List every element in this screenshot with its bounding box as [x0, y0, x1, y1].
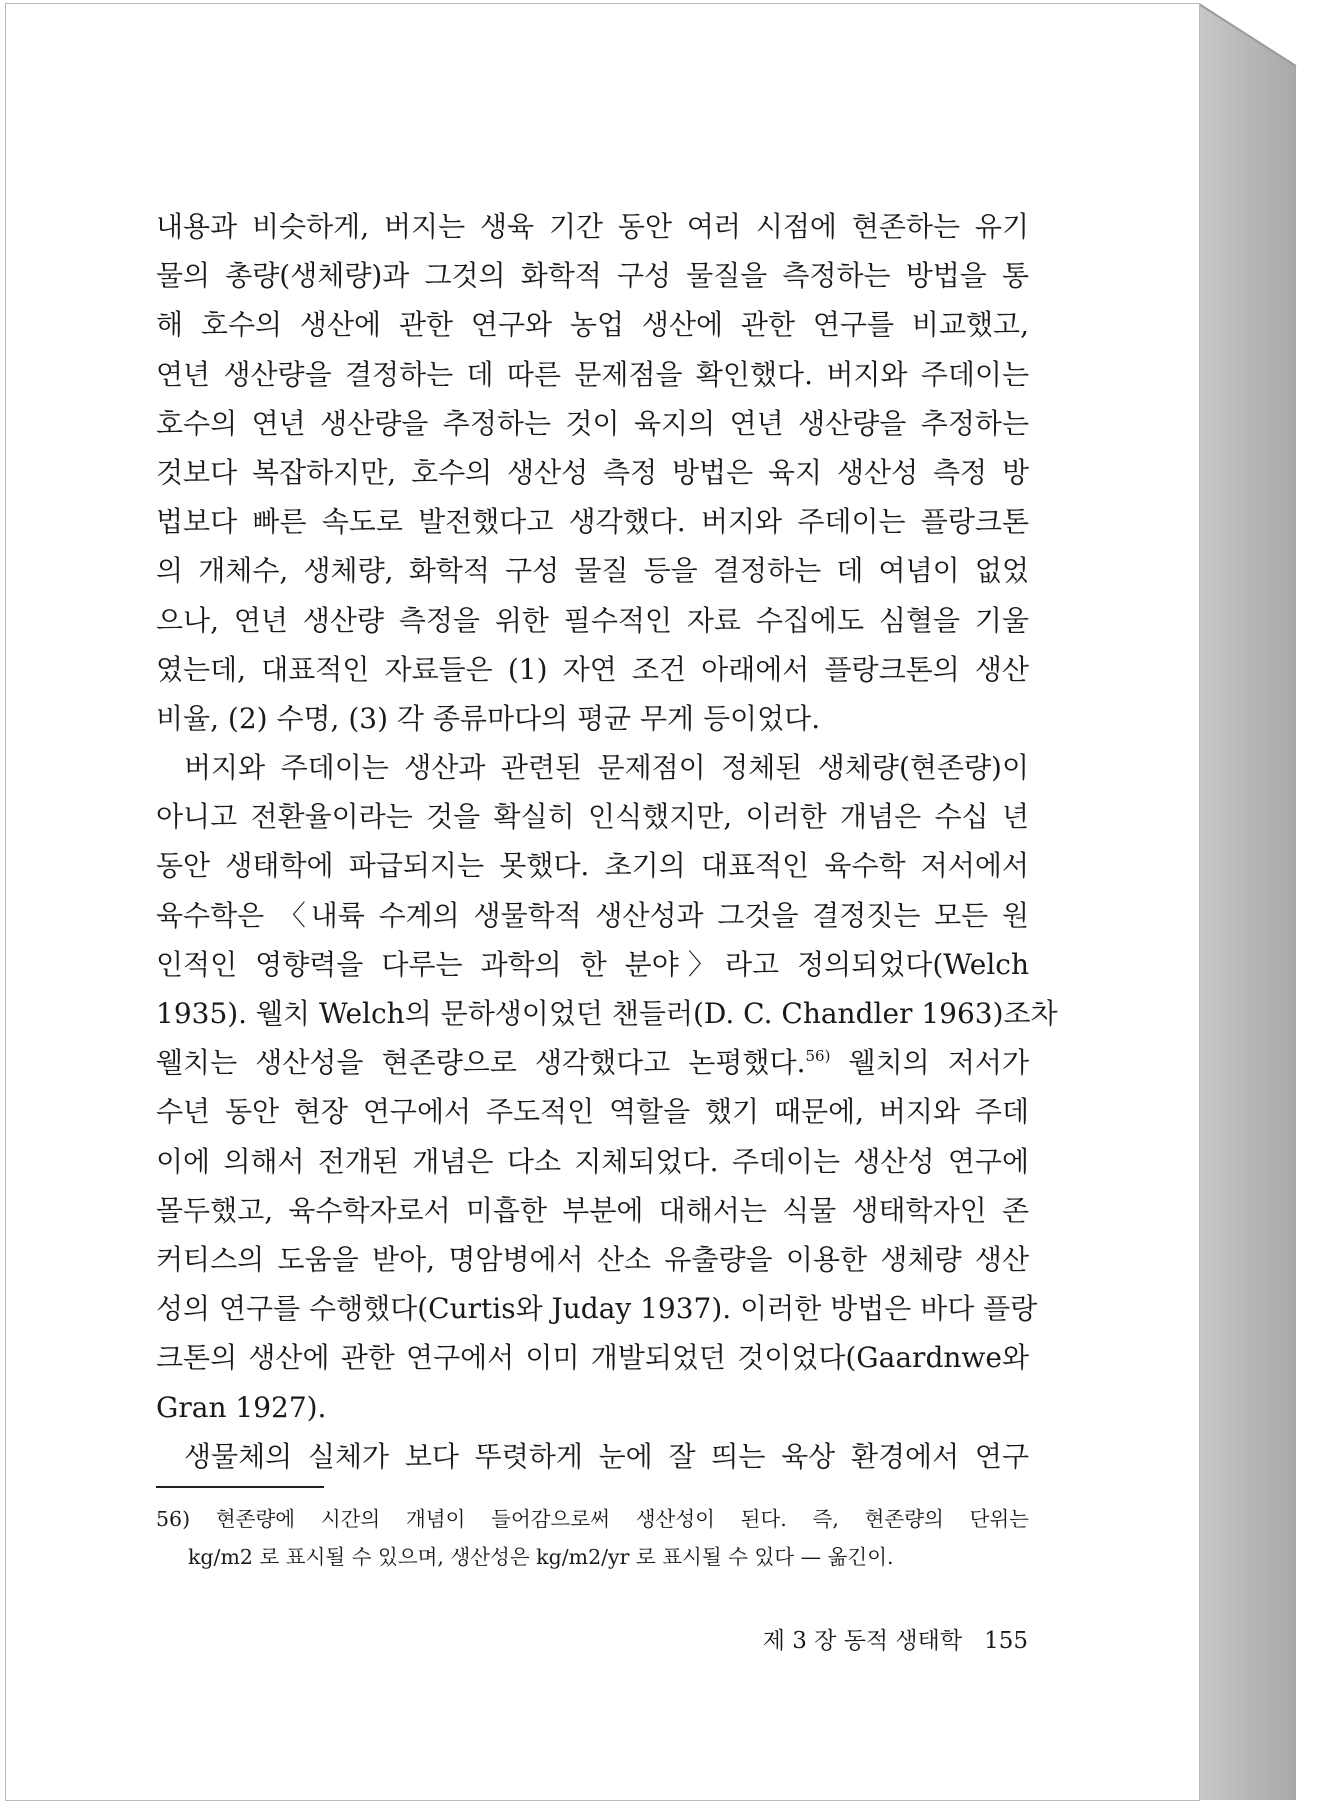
footnote-marker: 56) [156, 1507, 191, 1531]
page-number: 155 [984, 1628, 1028, 1654]
footnote-line [156, 1500, 1029, 1538]
body-line: 커티스의 도움을 받아, 명암병에서 산소 유출량을 이용한 생체량 생산 [156, 1242, 1029, 1276]
body-line: 해 호수의 생산에 관한 연구와 농업 생산에 관한 연구를 비교했고, [156, 308, 1029, 342]
body-line: 것보다 복잡하지만, 호수의 생산성 측정 방법은 육지 생산성 측정 방 [156, 455, 1029, 489]
body-line: 법보다 빠른 속도로 발전했다고 생각했다. 버지와 주데이는 플랑크톤 [156, 505, 1029, 539]
body-line: 연년 생산량을 결정하는 데 따른 문제점을 확인했다. 버지와 주데이는 [156, 357, 1029, 391]
body-line: 내용과 비슷하게, 버지는 생육 기간 동안 여러 시점에 현존하는 유기 [156, 210, 1029, 243]
body-line: 크톤의 생산에 관한 연구에서 이미 개발되었던 것이었다(Gaardnwe와 [156, 1341, 1029, 1375]
body-line: 였는데, 대표적인 자료들은 (1) 자연 조건 아래에서 플랑크톤의 생산 [156, 652, 1029, 686]
body-line-with-footnote-ref [156, 1038, 1029, 1087]
paragraph-start-line: 생물체의 실체가 보다 뚜렷하게 눈에 잘 띄는 육상 환경에서 연구 [184, 1439, 1029, 1473]
body-line-text: 웰치의 저서가 [830, 1046, 1030, 1080]
footnote [156, 1500, 1029, 1576]
body-line: 아니고 전환율이라는 것을 확실히 인식했지만, 이러한 개념은 수십 년 [156, 800, 1029, 834]
body-line: 물의 총량(생체량)과 그것의 화학적 구성 물질을 측정하는 방법을 통 [156, 259, 1029, 293]
footnote-line: kg/m2 로 표시될 수 있으며, 생산성은 kg/m2/yr 로 표시될 수 있다 — 옮긴이. [188, 1545, 894, 1569]
body-line: 동안 생태학에 파급되지는 못했다. 초기의 대표적인 육수학 저서에서 [156, 849, 1029, 883]
book-page-edge [1199, 4, 1296, 1800]
body-line: 육수학은 〈내륙 수계의 생물학적 생산성과 그것을 결정짓는 모든 원 [156, 898, 1029, 932]
body-line-text: 웰치는 생산성을 현존량으로 생각했다고 논평했다. [156, 1046, 806, 1080]
running-footer [763, 1622, 1028, 1655]
body-line: 몰두했고, 육수학자로서 미흡한 부분에 대해서는 식물 생태학자인 존 [156, 1193, 1029, 1227]
body-line: 1935). 웰치 Welch의 문하생이었던 챈들러(D. C. Chandler 1963)조차 [156, 997, 1058, 1030]
body-line: 호수의 연년 생산량을 추정하는 것이 육지의 연년 생산량을 추정하는 [156, 406, 1029, 440]
body-line: 인적인 영향력을 다루는 과학의 한 분야〉라고 정의되었다(Welch [156, 947, 1029, 981]
footnote-divider [156, 1486, 324, 1488]
paragraph-start-line: 버지와 주데이는 생산과 관련된 문제점이 정체된 생체량(현존량)이 [184, 751, 1029, 785]
paragraph-end-line: 비율, (2) 수명, (3) 각 종류마다의 평균 무게 등이었다. [156, 701, 821, 735]
body-line: 수년 동안 현장 연구에서 주도적인 역할을 했기 때문에, 버지와 주데 [156, 1095, 1029, 1129]
body-line: 의 개체수, 생체량, 화학적 구성 물질 등을 결정하는 데 여념이 없었 [156, 554, 1029, 588]
body-line: 으나, 연년 생산량 측정을 위한 필수적인 자료 수집에도 심혈을 기울 [156, 603, 1029, 637]
chapter-title: 제 3 장 동적 생태학 [762, 1628, 963, 1654]
body-line: 이에 의해서 전개된 개념은 다소 지체되었다. 주데이는 생산성 연구에 [156, 1144, 1029, 1178]
body-text [156, 202, 1058, 1481]
body-line: 성의 연구를 수행했다(Curtis와 Juday 1937). 이러한 방법은 바다 플랑 [156, 1292, 1038, 1326]
footnote-text: 현존량에 시간의 개념이 들어감으로써 생산성이 된다. 즉, 현존량의 단위는 [215, 1507, 1029, 1531]
paragraph-end-line: Gran 1927). [156, 1390, 327, 1424]
footnote-reference: 56) [805, 1047, 831, 1066]
